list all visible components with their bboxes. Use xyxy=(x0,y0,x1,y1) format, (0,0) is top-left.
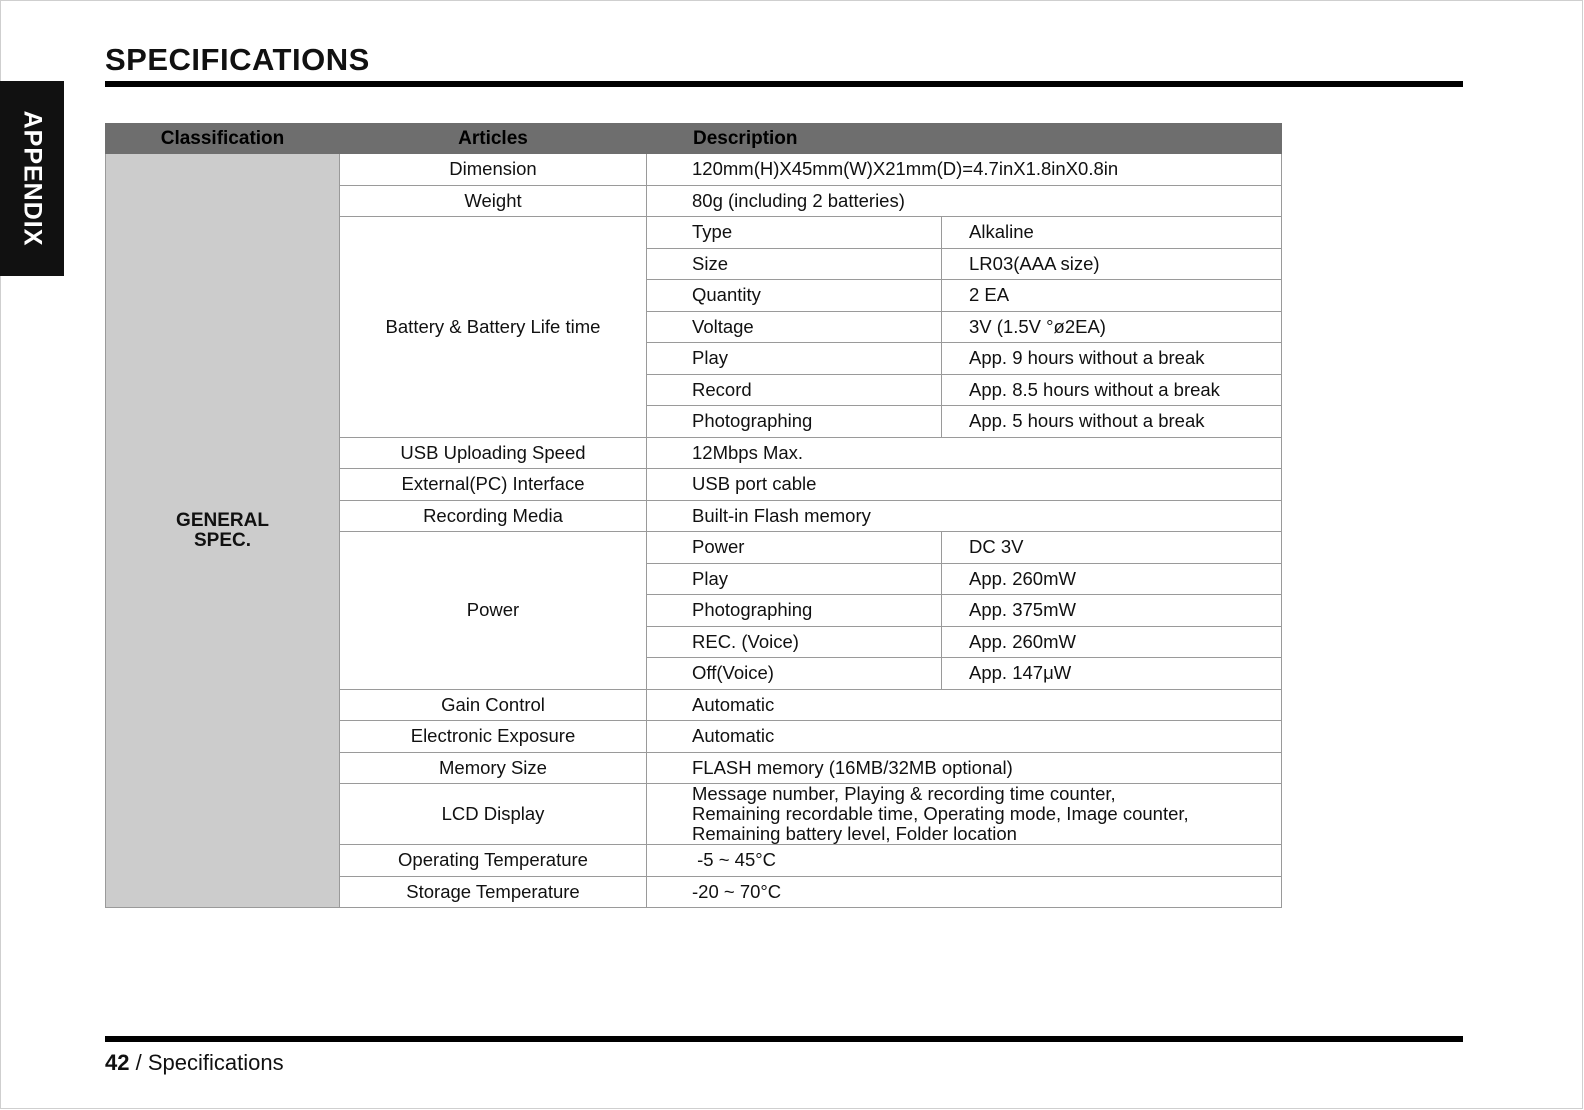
footer-section: Specifications xyxy=(147,1050,284,1075)
header-classification: Classification xyxy=(106,124,340,154)
power-value: DC 3V xyxy=(942,532,1282,564)
article-usb-speed: USB Uploading Speed xyxy=(340,437,647,469)
power-key: REC. (Voice) xyxy=(647,626,942,658)
battery-value: 2 EA xyxy=(942,280,1282,312)
lcd-line: Message number, Playing & recording time counter, xyxy=(692,783,1116,804)
battery-value: LR03(AAA size) xyxy=(942,248,1282,280)
page-title: SPECIFICATIONS xyxy=(105,42,370,77)
battery-key: Type xyxy=(647,217,942,249)
battery-key: Record xyxy=(647,374,942,406)
power-value: App. 375mW xyxy=(942,595,1282,627)
power-key: Off(Voice) xyxy=(647,658,942,690)
classification-cell xyxy=(106,154,340,908)
article-gain-control: Gain Control xyxy=(340,689,647,721)
battery-value: App. 8.5 hours without a break xyxy=(942,374,1282,406)
article-electronic-exposure: Electronic Exposure xyxy=(340,721,647,753)
desc-usb-speed: 12Mbps Max. xyxy=(647,437,1282,469)
desc-electronic-exposure: Automatic xyxy=(647,721,1282,753)
battery-key: Size xyxy=(647,248,942,280)
desc-memory-size: FLASH memory (16MB/32MB optional) xyxy=(647,752,1282,784)
table-row xyxy=(106,154,1282,186)
power-key: Power xyxy=(647,532,942,564)
battery-value: App. 5 hours without a break xyxy=(942,406,1282,438)
article-external-interface: External(PC) Interface xyxy=(340,469,647,501)
table-header-row xyxy=(106,124,1282,154)
page-footer xyxy=(105,1050,284,1076)
classification-line-1: GENERAL xyxy=(176,509,269,531)
battery-value: App. 9 hours without a break xyxy=(942,343,1282,375)
appendix-tab xyxy=(0,81,64,276)
page-number: 42 xyxy=(105,1050,130,1075)
power-value: App. 147μW xyxy=(942,658,1282,690)
battery-key: Voltage xyxy=(647,311,942,343)
desc-external-interface: USB port cable xyxy=(647,469,1282,501)
desc-recording-media: Built-in Flash memory xyxy=(647,500,1282,532)
desc-operating-temperature: -5 ~ 45°C xyxy=(647,845,1282,877)
article-battery: Battery & Battery Life time xyxy=(340,217,647,438)
desc-gain-control: Automatic xyxy=(647,689,1282,721)
article-power: Power xyxy=(340,532,647,690)
power-key: Play xyxy=(647,563,942,595)
article-lcd-display: LCD Display xyxy=(340,784,647,845)
desc-dimension: 120mm(H)X45mm(W)X21mm(D)=4.7inX1.8inX0.8in xyxy=(647,154,1282,186)
article-operating-temperature: Operating Temperature xyxy=(340,845,647,877)
lcd-line: Remaining battery level, Folder location xyxy=(692,823,1017,844)
desc-weight: 80g (including 2 batteries) xyxy=(647,185,1282,217)
article-dimension: Dimension xyxy=(340,154,647,186)
article-memory-size: Memory Size xyxy=(340,752,647,784)
header-articles: Articles xyxy=(340,124,647,154)
article-storage-temperature: Storage Temperature xyxy=(340,876,647,908)
specifications-table xyxy=(105,123,1282,908)
battery-key: Quantity xyxy=(647,280,942,312)
appendix-tab-label: APPENDIX xyxy=(18,110,47,247)
bottom-rule xyxy=(105,1036,1463,1042)
battery-value: 3V (1.5V °ø2EA) xyxy=(942,311,1282,343)
battery-value: Alkaline xyxy=(942,217,1282,249)
battery-key: Photographing xyxy=(647,406,942,438)
desc-storage-temperature: -20 ~ 70°C xyxy=(647,876,1282,908)
power-value: App. 260mW xyxy=(942,626,1282,658)
desc-lcd-display xyxy=(647,784,1282,845)
power-key: Photographing xyxy=(647,595,942,627)
classification-line-2: SPEC. xyxy=(193,529,252,551)
header-description: Description xyxy=(647,124,1282,154)
article-recording-media: Recording Media xyxy=(340,500,647,532)
top-rule xyxy=(105,81,1463,87)
power-value: App. 260mW xyxy=(942,563,1282,595)
lcd-line: Remaining recordable time, Operating mode, Image counter, xyxy=(692,803,1189,824)
battery-key: Play xyxy=(647,343,942,375)
footer-separator: / xyxy=(135,1050,142,1075)
article-weight: Weight xyxy=(340,185,647,217)
